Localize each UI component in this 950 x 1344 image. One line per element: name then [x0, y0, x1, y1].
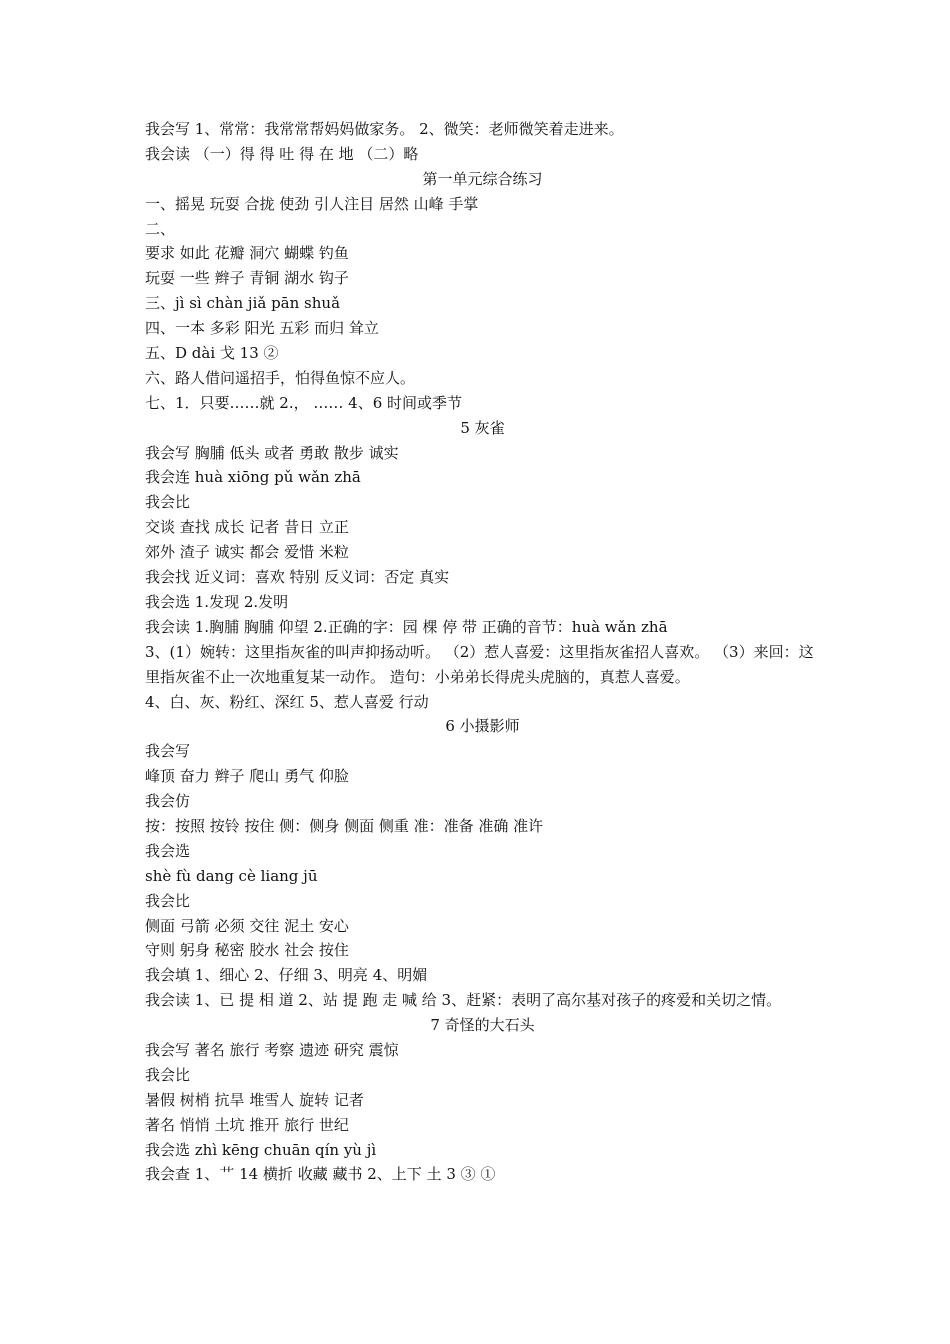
text-line: 我会选	[145, 841, 191, 860]
text-line: 侧面 弓箭 必须 交往 泥土 安心	[145, 916, 349, 935]
document-page	[145, 117, 820, 1187]
section-heading: 5 灰雀	[460, 418, 505, 437]
text-line: 我会比	[145, 891, 191, 910]
text-line: 峰顶 奋力 辫子 爬山 勇气 仰脸	[145, 767, 349, 786]
text-line: 五、D dài 戈 13 ②	[145, 344, 279, 363]
text-line: 我会连 huà xiōng pǔ wǎn zhā	[145, 468, 361, 487]
text-line: 我会选 1.发现 2.发明	[145, 592, 289, 611]
text-line: shè fù dang cè liang jū	[145, 866, 318, 885]
text-line: 郊外 渣子 诚实 都会 爱惜 米粒	[145, 543, 349, 562]
text-line: 交谈 查找 成长 记者 昔日 立正	[145, 518, 349, 537]
text-line: 按：按照 按铃 按住 侧：侧身 侧面 侧重 准：准备 准确 准许	[145, 816, 544, 835]
text-line: 六、路人借问遥招手，怕得鱼惊不应人。	[145, 368, 416, 387]
text-line: 玩耍 一些 辫子 青铜 湖水 钩子	[145, 269, 349, 288]
text-line: 我会读 1、已 提 相 道 2、站 提 跑 走 喊 给 3、赶紧：表明了高尔基对孩子的疼爱和关切之情。	[145, 991, 782, 1010]
text-line: 我会写 著名 旅行 考察 遗迹 研究 震惊	[145, 1041, 399, 1059]
section-heading: 第一单元综合练习	[422, 169, 543, 188]
text-line: 著名 悄悄 土坑 推开 旅行 世纪	[145, 1115, 349, 1134]
text-line: 暑假 树梢 抗旱 堆雪人 旋转 记者	[145, 1090, 364, 1109]
text-line: 要求 如此 花瓣 洞穴 蝴蝶 钓鱼	[145, 244, 349, 263]
section-heading: 7 奇怪的大石头	[430, 1016, 535, 1035]
text-line: 守则 躬身 秘密 胶水 社会 按住	[145, 941, 349, 960]
text-line: 三、jì sì chàn jiǎ pān shuǎ	[145, 294, 341, 313]
text-line: 4、白、灰、粉红、深红 5、惹人喜爱 行动	[145, 692, 429, 711]
text-line: 七、1．只要……就 2.， …… 4、6 时间或季节	[145, 393, 463, 412]
text-line: 我会读 （一）得 得 吐 得 在 地 （二）略	[145, 144, 419, 163]
text-line: 我会找 近义词：喜欢 特别 反义词：否定 真实	[145, 568, 450, 587]
text-line: 3、(1）婉转：这里指灰雀的叫声抑扬动听。 （2）惹人喜爱：这里指灰雀招人喜欢。 （3）来回：这里指灰雀不止一次地重复某一动作。 造句：小弟弟长得虎头虎脑的，真惹人喜爱。	[145, 642, 814, 686]
text-line: 二、	[145, 219, 176, 238]
text-line: 我会读 1.胸脯 胸脯 仰望 2.正确的字：园 棵 停 带 正确的音节：huà wǎn zhā	[145, 617, 668, 636]
text-line: 我会比	[145, 1065, 191, 1084]
text-line: 四、一本 多彩 阳光 五彩 而归 耸立	[145, 319, 379, 338]
text-line: 我会查 1、艹 14 横折 收藏 藏书 2、上下 土 3 ③ ①	[145, 1165, 496, 1184]
text-line: 我会比	[145, 493, 191, 512]
text-line: 我会选 zhì kēng chuān qín yù jì	[145, 1140, 377, 1159]
text-line: 我会写	[145, 742, 191, 761]
text-line: 一、摇晃 玩耍 合拢 使劲 引人注目 居然 山峰 手掌	[145, 194, 479, 213]
text-line: 我会仿	[145, 792, 191, 811]
text-line: 我会填 1、细心 2、仔细 3、明亮 4、明媚	[145, 966, 428, 985]
section-heading: 6 小摄影师	[445, 717, 520, 736]
text-line: 我会写 胸脯 低头 或者 勇敢 散步 诚实	[145, 443, 399, 462]
text-line: 我会写 1、常常：我常常帮妈妈做家务。 2、微笑：老师微笑着走进来。	[145, 120, 624, 138]
